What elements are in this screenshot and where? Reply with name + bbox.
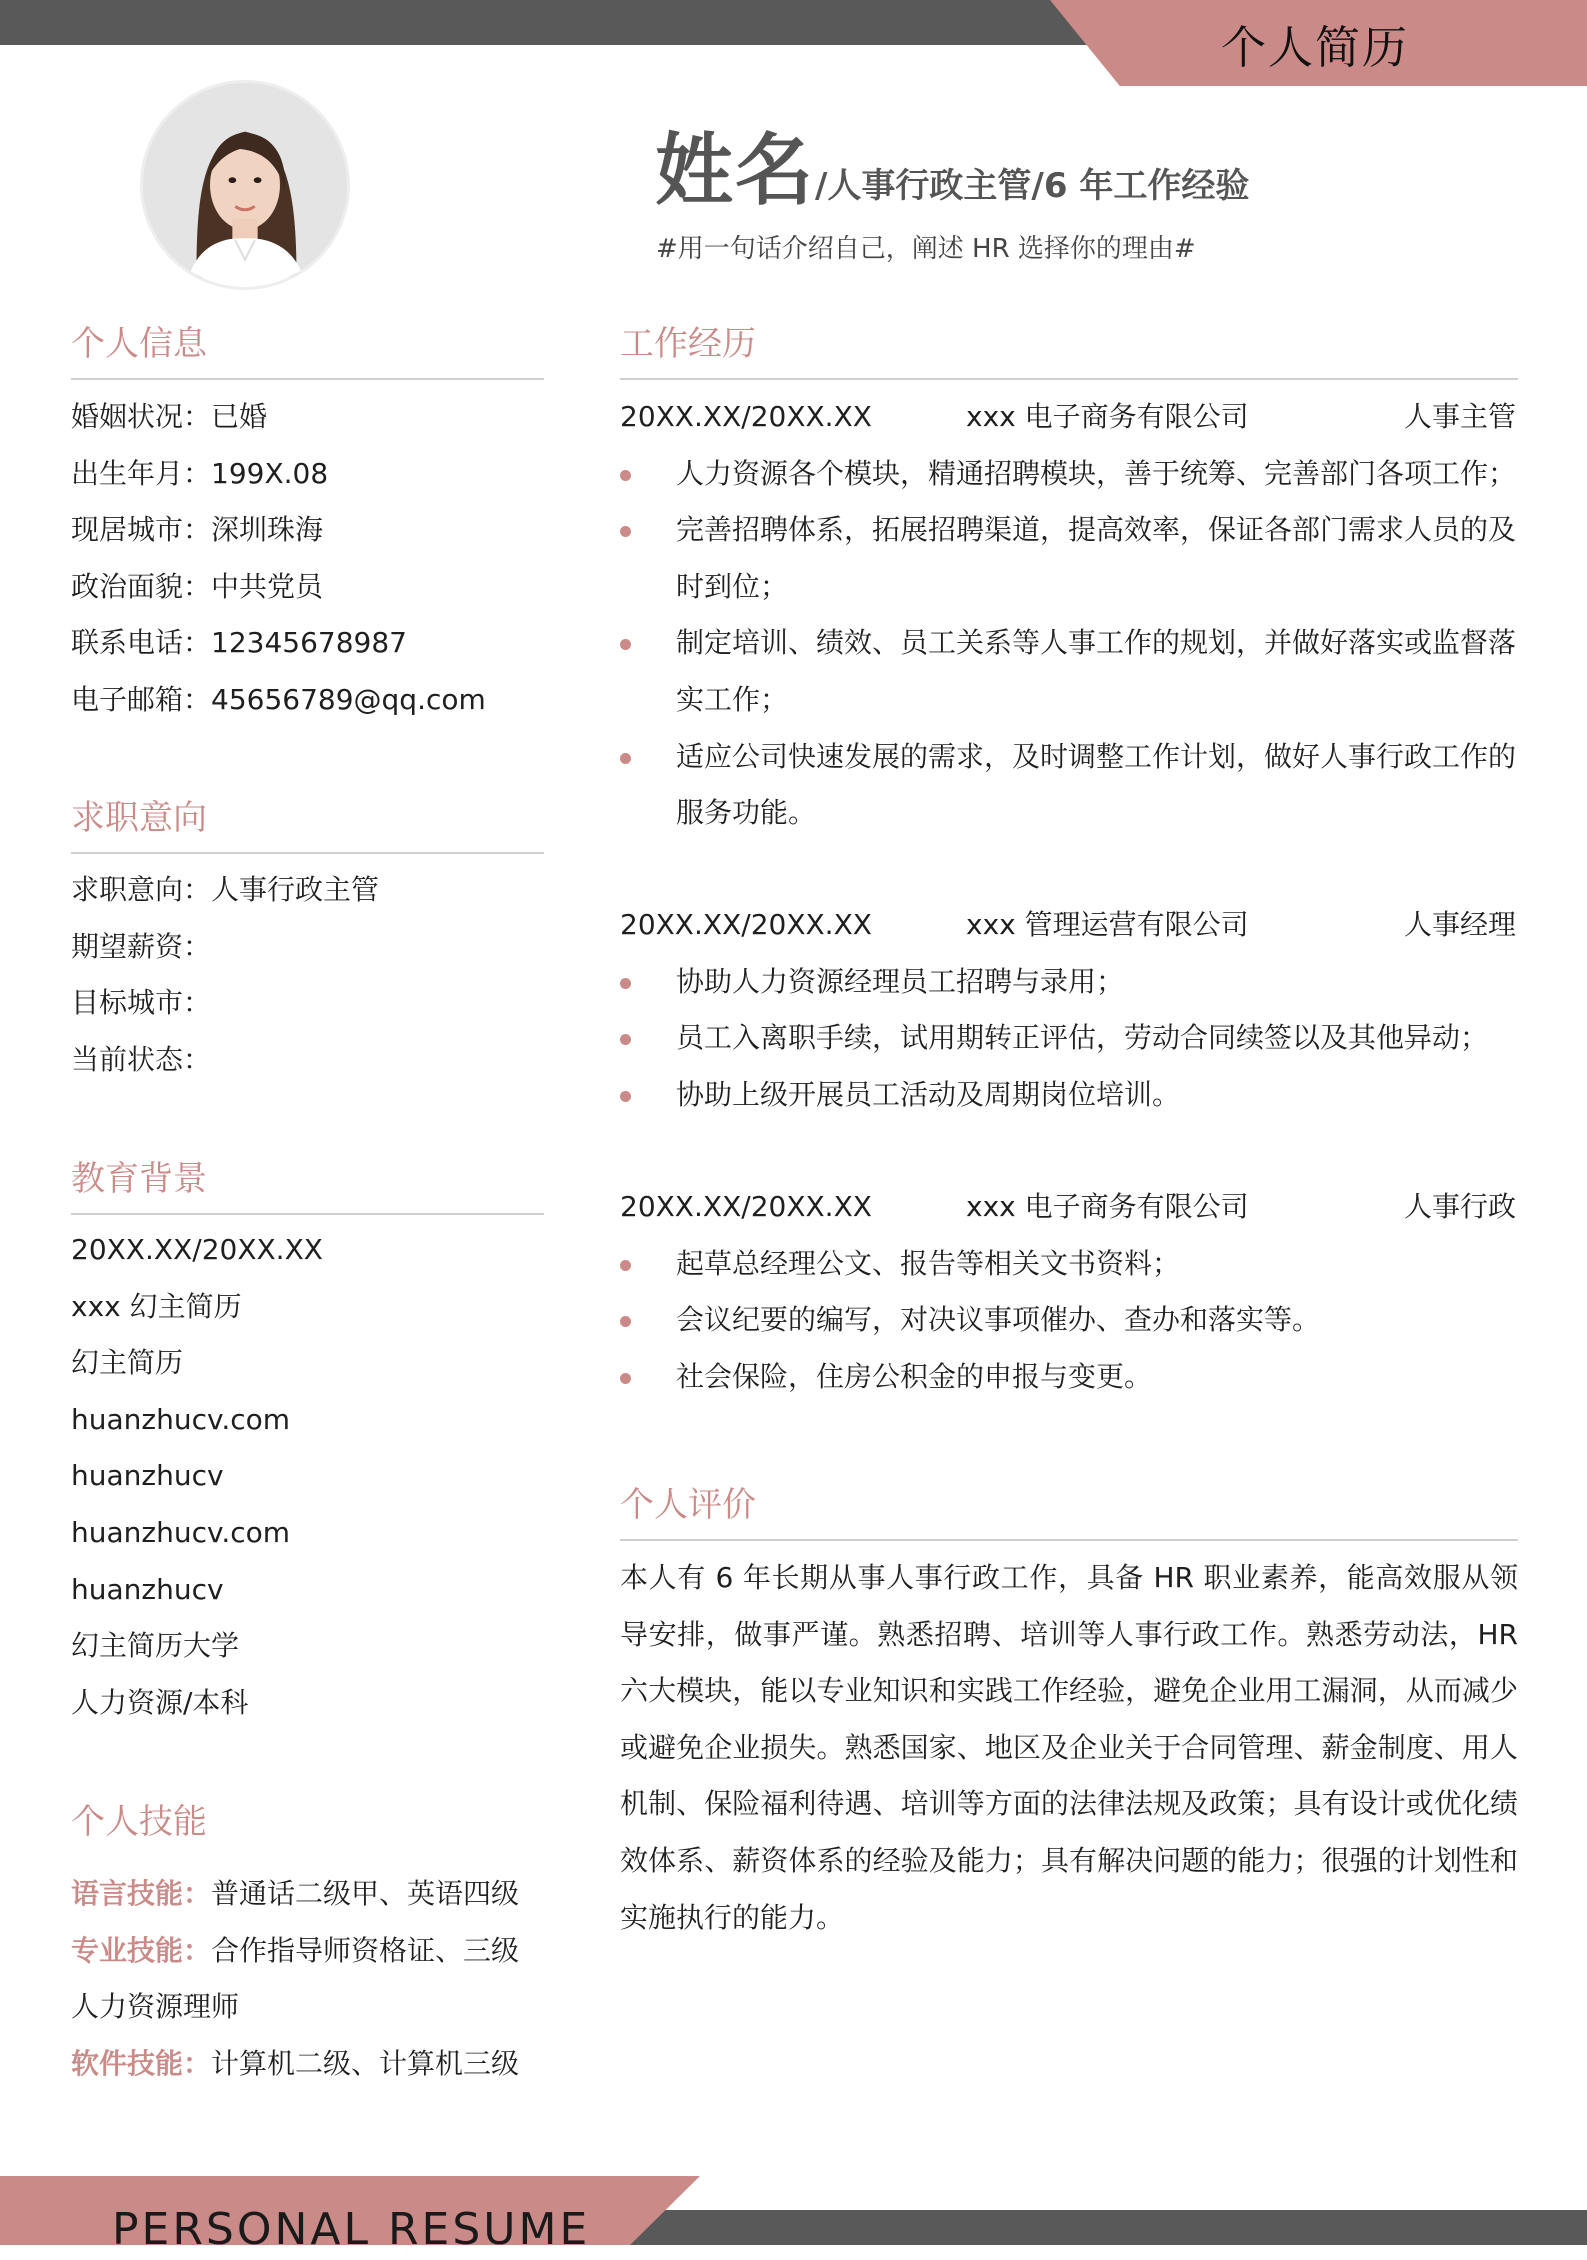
work-experience-heading: 工作经历 [620, 322, 1518, 380]
position-and-experience: /人事行政主管/6 年工作经验 [815, 166, 1250, 206]
education-item: 幻主简历 [71, 1346, 184, 1380]
job-duty-text: 完善招聘体系，拓展招聘渠道，提高效率，保证各部门需求人员的及时到位； [676, 513, 1517, 603]
job-entry [620, 389, 1520, 842]
skills-heading: 个人技能 [71, 1802, 207, 1842]
software-skill-value: 计算机二级、计算机三级 [211, 2046, 520, 2080]
bullet-dot-icon [620, 1091, 631, 1102]
skills-list [71, 1866, 551, 2092]
job-duty [620, 729, 1518, 842]
personal-info-list [71, 389, 551, 729]
job-header [620, 389, 1520, 446]
job-intent-heading: 求职意向 [71, 796, 544, 854]
job-duty-text: 起草总经理公文、报告等相关文书资料； [676, 1246, 1181, 1280]
software-skill [71, 2036, 551, 2093]
personal-info-heading: 个人信息 [71, 322, 544, 380]
job-duty [620, 954, 1518, 1011]
job-entry [620, 1179, 1520, 1405]
education-item: huanzhucv.com [71, 1515, 291, 1549]
education-list [71, 1222, 551, 1731]
bullet-dot-icon [620, 526, 631, 537]
self-evaluation-text: 本人有 6 年长期从事人事行政工作，具备 HR 职业素养，能高效服从领导安排，做事严谨。熟悉招聘、培训等人事行政工作。熟悉劳动法，HR 六大模块，能以专业知识和实践工作经验，避免企业用工漏洞，从而减少或避免企业损失。熟悉国家、地区及企业关于合同管理、薪金制度、用人机制、保险福利待遇、培训等方面的法律法规及政策；具有设计或优化绩效体系、薪资体系的经验及能力；具有解决问题的能力；很强的计划性和实施执行的能力。 [620, 1561, 1518, 1934]
bullet-dot-icon [620, 753, 631, 764]
job-duty [620, 1349, 1518, 1406]
software-skill-label: 软件技能： [71, 2046, 212, 2080]
job-header [620, 897, 1520, 954]
education-item: huanzhucv.com [71, 1402, 291, 1436]
job-duty-text: 适应公司快速发展的需求，及时调整工作计划，做好人事行政工作的服务功能。 [676, 739, 1517, 830]
job-date: 20XX.XX/20XX.XX [620, 400, 872, 433]
job-duty [620, 1010, 1518, 1067]
candidate-name: 姓名 [655, 126, 816, 216]
birth-date: 出生年月：199X.08 [71, 456, 329, 490]
job-company: xxx 电子商务有限公司 [966, 1190, 1249, 1223]
job-duty-text: 社会保险，住房公积金的申报与变更。 [676, 1359, 1153, 1393]
marital-status: 婚姻状况：已婚 [71, 400, 268, 433]
bullet-dot-icon [620, 1373, 631, 1384]
bullet-dot-icon [620, 470, 631, 481]
education-heading: 教育背景 [71, 1157, 544, 1215]
professional-skill-continued: 人力资源理师 [71, 1990, 240, 2024]
education-item: 幻主简历大学 [71, 1629, 240, 1663]
avatar [140, 80, 350, 290]
job-duty [620, 1292, 1518, 1349]
language-skill-value: 普通话二级甲、英语四级 [211, 1877, 520, 1910]
self-intro: #用一句话介绍自己，阐述 HR 选择你的理由# [656, 234, 1196, 264]
job-company: xxx 电子商务有限公司 [966, 400, 1249, 433]
job-duty-text: 会议纪要的编写，对决议事项催办、查办和落实等。 [676, 1303, 1321, 1337]
job-title: 人事经理 [1403, 908, 1516, 941]
bullet-dot-icon [620, 1260, 631, 1271]
bullet-dot-icon [620, 1316, 631, 1327]
expected-salary: 期望薪资： [71, 929, 212, 963]
self-evaluation-heading: 个人评价 [620, 1483, 1518, 1541]
name-header [655, 108, 1249, 220]
phone-number: 联系电话：12345678987 [71, 626, 407, 660]
job-duty [620, 1067, 1518, 1124]
job-duty-text: 协助人力资源经理员工招聘与录用； [676, 964, 1125, 998]
education-item: 20XX.XX/20XX.XX [71, 1233, 323, 1266]
job-header [620, 1179, 1520, 1236]
bullet-dot-icon [620, 639, 631, 650]
education-item: 人力资源/本科 [71, 1685, 249, 1719]
language-skill-label: 语言技能： [71, 1877, 212, 1910]
bullet-dot-icon [620, 978, 631, 989]
job-date: 20XX.XX/20XX.XX [620, 908, 872, 941]
job-title: 人事主管 [1403, 400, 1516, 433]
political-status: 政治面貌：中共党员 [71, 569, 324, 603]
resume-tab-title: 个人简历 [1220, 20, 1409, 74]
job-duty-text: 员工入离职手续，试用期转正评估，劳动合同续签以及其他异动； [676, 1021, 1489, 1055]
email-address: 电子邮箱：45656789@qq.com [71, 682, 486, 716]
job-duty [620, 502, 1518, 615]
professional-skill-value: 合作指导师资格证、三级 [211, 1933, 520, 1967]
professional-skill-label: 专业技能： [71, 1933, 212, 1967]
education-item: huanzhucv [71, 1572, 224, 1606]
job-title: 人事行政 [1403, 1190, 1516, 1223]
job-duty-text: 制定培训、绩效、员工关系等人事工作的规划，并做好落实或监督落实工作； [676, 626, 1517, 716]
job-company: xxx 管理运营有限公司 [966, 908, 1249, 941]
job-entry [620, 897, 1520, 1123]
job-duty [620, 615, 1518, 728]
job-intent-list [71, 862, 551, 1088]
personal-resume-banner: PERSONAL RESUME [112, 2204, 591, 2255]
portrait-photo [143, 83, 347, 287]
target-city: 目标城市： [71, 986, 212, 1020]
job-duty-text: 人力资源各个模块，精通招聘模块，善于统筹、完善部门各项工作； [676, 456, 1517, 490]
current-status: 当前状态： [71, 1042, 212, 1076]
desired-position: 求职意向：人事行政主管 [71, 873, 380, 906]
job-date: 20XX.XX/20XX.XX [620, 1190, 872, 1223]
education-item: huanzhucv [71, 1459, 224, 1493]
current-city: 现居城市：深圳珠海 [71, 513, 324, 547]
education-item: xxx 幻主简历 [71, 1289, 242, 1323]
bullet-dot-icon [620, 1034, 631, 1045]
job-duty [620, 1236, 1518, 1293]
job-duty [620, 446, 1518, 503]
job-duty-text: 协助上级开展员工活动及周期岗位培训。 [676, 1077, 1181, 1111]
language-skill [71, 1866, 551, 1923]
professional-skill [71, 1923, 551, 1980]
